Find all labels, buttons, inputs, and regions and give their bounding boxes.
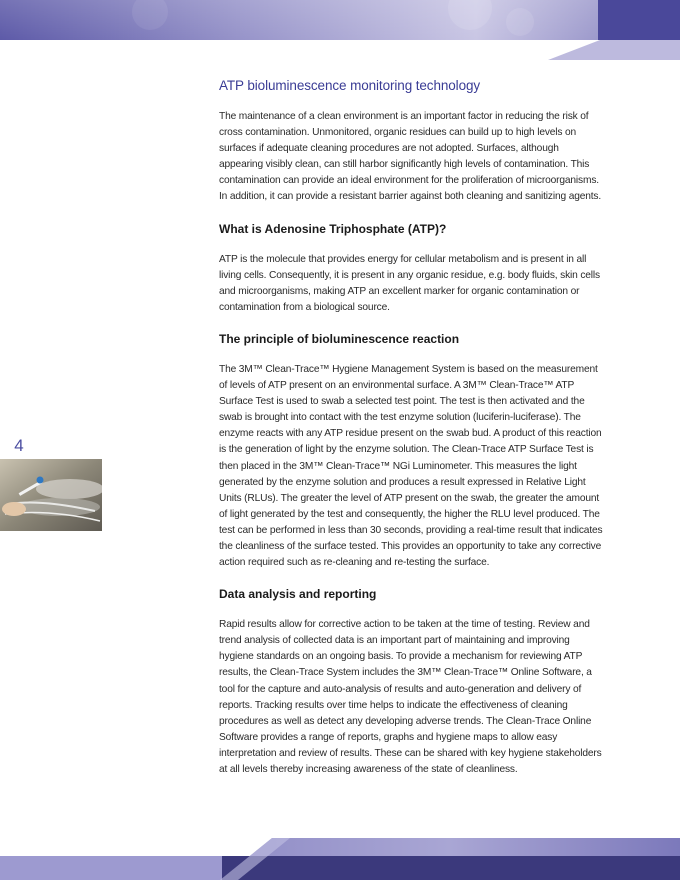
- section-heading-atp: What is Adenosine Triphosphate (ATP)?: [219, 221, 447, 236]
- section-body-atp: ATP is the molecule that provides energy for cellular metabolism and is present in all living cells. Consequently, it is present in any organic residue, e.g. body fluids, skin cells and microorganisms, making ATP an excellent marker for organic contamination or contamination from a biological source.: [219, 253, 600, 313]
- article-title: ATP bioluminescence monitoring technology: [219, 78, 481, 93]
- header-band: [0, 0, 680, 60]
- swab-test-photo: [0, 459, 102, 531]
- section-heading-principle: The principle of bioluminescence reaction: [219, 331, 460, 346]
- section-body-data-analysis: Rapid results allow for corrective action to be taken at the time of testing. Review and trend analysis of collected data is an important part of maintaining and improving hygiene standards on an ongoing basis. To provide a mechanism for reviewing ATP results, the Clean-Trace System includes the 3M™ Clean-Trace™ Online Software, a tool for the capture and auto-analysis of results and auto-generation and delivery of reports. Tracking results over time helps to indicate the effectiveness of cleaning procedures as well as detect any developing adverse trends. The Clean-Trace Online Software provides a range of reports, graphs and hygiene maps to allow easy interpretation and review of results. These can be shared with key hygiene stakeholders at all levels thereby increasing awareness of the state of cleanliness.: [219, 619, 602, 775]
- page-number: 4: [0, 433, 38, 459]
- footer-band: [0, 838, 680, 880]
- section-body-principle: The 3M™ Clean-Trace™ Hygiene Management System is based on the measurement of levels of ATP present on an environmental surface. A 3M™ Clean-Trace™ ATP Surface Test is used to swab a selected test point. The test is then activated and the swab is brought into contact with the test enzyme solution (luciferin-luciferase). The enzyme reacts with any ATP residue present on the swab bud. A product of this reaction is the generation of light by the enzyme solution. The Clean-Trace ATP Surface Test is then placed in the 3M™ Clean-Trace™ NGi Luminometer. This measures the light generated by the enzyme solution and produces a result expressed in Relative Light Units (RLUs). The greater the level of ATP present on the swab, the greater the amount of light generated by the test and consequently, the higher the RLU level produced. The test can be performed in less than 30 seconds, providing a real-time result that indicates the cleanliness of the surface tested. This provides an opportunity to take any corrective action required such as re-cleaning and re-testing the surface.: [219, 363, 603, 569]
- article: [219, 78, 603, 778]
- section-heading-data-analysis: Data analysis and reporting: [219, 587, 377, 602]
- intro-paragraph: The maintenance of a clean environment is an important factor in reducing the risk of cross contamination. Unmonitored, organic residues can build up to high levels on surfaces if adequate cleaning procedures are not adopted. Surfaces, although appearing visibly clean, can still harbor significantly high levels of contamination. This contamination can provide an ideal environment for the proliferation of microorganisms. In addition, it can provide a resistant barrier against both cleaning and sanitizing agents.: [219, 111, 602, 203]
